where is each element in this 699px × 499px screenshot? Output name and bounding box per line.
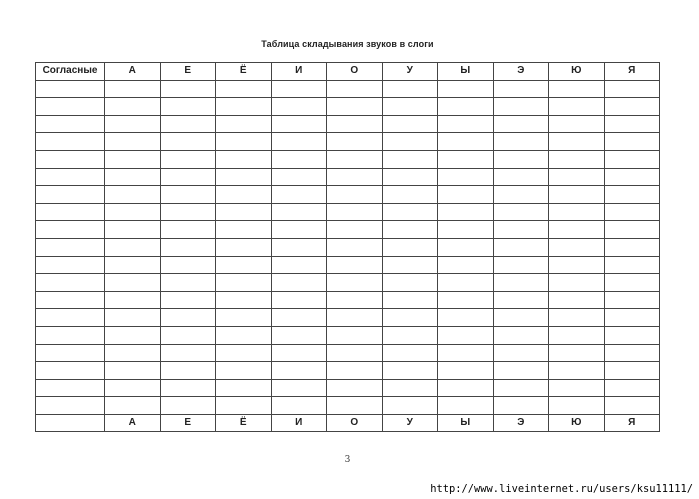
syllable-cell[interactable] [549,203,605,221]
syllable-cell[interactable] [105,309,161,327]
syllable-cell[interactable] [271,221,327,239]
syllable-cell[interactable] [216,362,272,380]
syllable-cell[interactable] [493,256,549,274]
syllable-cell[interactable] [604,256,660,274]
syllable-cell[interactable] [549,115,605,133]
syllable-cell[interactable] [216,150,272,168]
table-row [36,291,660,309]
syllable-cell[interactable] [271,115,327,133]
table-row [36,203,660,221]
syllable-cell[interactable] [271,326,327,344]
syllable-cell[interactable] [382,186,438,204]
consonant-cell[interactable] [36,326,105,344]
table-row [36,274,660,292]
syllable-cell[interactable] [438,186,494,204]
syllable-cell[interactable] [327,98,383,116]
syllable-cell[interactable] [271,379,327,397]
syllable-cell[interactable] [493,344,549,362]
syllable-cell[interactable] [327,379,383,397]
consonant-cell[interactable] [36,168,105,186]
vowel-header: Э [493,63,549,81]
syllable-cell[interactable] [271,274,327,292]
syllable-cell[interactable] [493,115,549,133]
syllable-cell[interactable] [216,344,272,362]
consonant-cell[interactable] [36,80,105,98]
consonant-cell[interactable] [36,362,105,380]
syllable-cell[interactable] [493,168,549,186]
syllable-cell[interactable] [216,115,272,133]
syllable-cell[interactable] [549,168,605,186]
syllable-cell[interactable] [105,291,161,309]
syllable-cell[interactable] [382,274,438,292]
syllable-cell[interactable] [604,238,660,256]
syllable-cell[interactable] [160,115,216,133]
syllable-cell[interactable] [549,133,605,151]
syllable-cell[interactable] [160,221,216,239]
syllable-cell[interactable] [216,186,272,204]
syllable-cell[interactable] [549,221,605,239]
syllable-cell[interactable] [438,397,494,415]
syllable-cell[interactable] [549,344,605,362]
syllable-cell[interactable] [105,150,161,168]
syllable-cell[interactable] [382,379,438,397]
consonant-cell[interactable] [36,397,105,415]
syllable-cell[interactable] [604,274,660,292]
syllable-cell[interactable] [382,309,438,327]
syllable-cell[interactable] [549,397,605,415]
vowel-footer: Е [160,414,216,432]
syllable-cell[interactable] [493,326,549,344]
syllable-cell[interactable] [604,309,660,327]
syllable-cell[interactable] [160,397,216,415]
syllable-cell[interactable] [549,256,605,274]
syllable-cell[interactable] [271,133,327,151]
vowel-footer: Э [493,414,549,432]
syllable-cell[interactable] [160,203,216,221]
syllable-cell[interactable] [327,326,383,344]
table-row [36,256,660,274]
syllable-cell[interactable] [382,362,438,380]
syllable-cell[interactable] [493,150,549,168]
syllable-cell[interactable] [438,150,494,168]
syllable-cell[interactable] [105,397,161,415]
table-body [36,80,660,414]
page-title: Таблица складывания звуков в слоги [261,39,434,49]
syllable-cell[interactable] [382,115,438,133]
syllable-cell[interactable] [604,168,660,186]
syllable-cell[interactable] [216,309,272,327]
syllable-cell[interactable] [493,362,549,380]
syllable-cell[interactable] [327,309,383,327]
consonant-cell[interactable] [36,115,105,133]
syllable-cell[interactable] [105,203,161,221]
syllable-cell[interactable] [327,291,383,309]
syllable-cell[interactable] [271,397,327,415]
table-row [36,168,660,186]
syllable-cell[interactable] [327,115,383,133]
table-row [36,150,660,168]
syllable-cell[interactable] [327,256,383,274]
syllable-cell[interactable] [382,326,438,344]
syllable-cell[interactable] [105,344,161,362]
syllable-cell[interactable] [271,203,327,221]
syllable-cell[interactable] [438,221,494,239]
syllable-cell[interactable] [160,291,216,309]
syllable-cell[interactable] [549,379,605,397]
vowel-header: Ю [549,63,605,81]
consonants-header: Согласные [36,63,105,81]
syllable-cell[interactable] [216,80,272,98]
syllable-cell[interactable] [160,133,216,151]
syllable-cell[interactable] [271,238,327,256]
consonant-cell[interactable] [36,344,105,362]
syllable-cell[interactable] [160,274,216,292]
syllable-cell[interactable] [604,98,660,116]
syllable-cell[interactable] [105,326,161,344]
vowel-footer: У [382,414,438,432]
syllable-cell[interactable] [105,168,161,186]
syllable-cell[interactable] [382,397,438,415]
page-number: 3 [344,455,351,465]
syllable-cell[interactable] [327,80,383,98]
table-row [36,344,660,362]
syllable-cell[interactable] [382,133,438,151]
consonant-cell[interactable] [36,221,105,239]
syllable-cell[interactable] [604,362,660,380]
syllable-cell[interactable] [438,344,494,362]
vowel-footer: Ё [216,414,272,432]
syllable-cell[interactable] [493,80,549,98]
syllable-cell[interactable] [382,291,438,309]
syllable-cell[interactable] [604,203,660,221]
syllable-cell[interactable] [216,256,272,274]
syllable-cell[interactable] [438,291,494,309]
consonant-cell[interactable] [36,256,105,274]
syllable-cell[interactable] [160,186,216,204]
syllable-cell[interactable] [105,379,161,397]
syllable-cell[interactable] [160,256,216,274]
syllable-cell[interactable] [604,221,660,239]
syllable-cell[interactable] [549,80,605,98]
syllable-cell[interactable] [604,150,660,168]
syllable-cell[interactable] [438,98,494,116]
syllable-cell[interactable] [604,397,660,415]
syllable-cell[interactable] [493,238,549,256]
consonant-cell[interactable] [36,98,105,116]
vowel-header: Е [160,63,216,81]
syllable-cell[interactable] [493,133,549,151]
syllable-cell[interactable] [216,133,272,151]
syllable-cell[interactable] [327,186,383,204]
vowel-footer: А [105,414,161,432]
syllable-cell[interactable] [604,291,660,309]
syllable-cell[interactable] [216,221,272,239]
syllable-cell[interactable] [549,186,605,204]
syllable-cell[interactable] [604,186,660,204]
syllable-cell[interactable] [327,168,383,186]
vowel-header: Я [604,63,660,81]
syllable-table [35,62,660,432]
syllable-cell[interactable] [604,115,660,133]
syllable-cell[interactable] [382,344,438,362]
table-row [36,133,660,151]
syllable-cell[interactable] [327,397,383,415]
syllable-cell[interactable] [271,80,327,98]
syllable-cell[interactable] [382,150,438,168]
vowel-header: О [327,63,383,81]
watermark-url: http://www.liveinternet.ru/users/ksu11111/ [430,483,693,495]
syllable-cell[interactable] [549,326,605,344]
table-row [36,98,660,116]
consonant-cell[interactable] [36,150,105,168]
table-row [36,309,660,327]
syllable-cell[interactable] [105,98,161,116]
consonant-cell[interactable] [36,309,105,327]
syllable-cell[interactable] [160,362,216,380]
syllable-cell[interactable] [327,203,383,221]
vowel-header: Ё [216,63,272,81]
syllable-cell[interactable] [216,168,272,186]
syllable-cell[interactable] [382,80,438,98]
syllable-cell[interactable] [382,256,438,274]
syllable-cell[interactable] [493,274,549,292]
syllable-cell[interactable] [327,238,383,256]
syllable-cell[interactable] [216,326,272,344]
syllable-cell[interactable] [549,98,605,116]
vowel-header: И [271,63,327,81]
consonant-cell[interactable] [36,238,105,256]
syllable-cell[interactable] [549,150,605,168]
syllable-cell[interactable] [438,274,494,292]
syllable-cell[interactable] [105,256,161,274]
vowel-header: Ы [438,63,494,81]
syllable-cell[interactable] [271,186,327,204]
consonant-cell[interactable] [36,133,105,151]
syllable-cell[interactable] [438,379,494,397]
syllable-cell[interactable] [271,168,327,186]
syllable-cell[interactable] [382,221,438,239]
consonant-cell[interactable] [36,203,105,221]
syllable-cell[interactable] [493,221,549,239]
syllable-cell[interactable] [438,133,494,151]
consonant-cell[interactable] [36,274,105,292]
syllable-cell[interactable] [105,133,161,151]
table-row [36,238,660,256]
syllable-cell[interactable] [216,98,272,116]
syllable-cell[interactable] [216,379,272,397]
syllable-cell[interactable] [438,309,494,327]
syllable-cell[interactable] [604,379,660,397]
syllable-cell[interactable] [604,344,660,362]
header-row [36,63,660,81]
syllable-cell[interactable] [327,274,383,292]
syllable-cell[interactable] [327,150,383,168]
vowel-header: У [382,63,438,81]
table-row [36,221,660,239]
syllable-cell[interactable] [438,362,494,380]
syllable-cell[interactable] [216,291,272,309]
syllable-cell[interactable] [105,362,161,380]
vowel-footer: Ы [438,414,494,432]
syllable-cell[interactable] [105,80,161,98]
syllable-cell[interactable] [105,238,161,256]
syllable-cell[interactable] [271,150,327,168]
syllable-cell[interactable] [549,309,605,327]
syllable-cell[interactable] [382,238,438,256]
syllable-cell[interactable] [216,203,272,221]
syllable-cell[interactable] [105,115,161,133]
syllable-cell[interactable] [271,309,327,327]
table-row [36,326,660,344]
footer-empty-cell [36,414,105,432]
syllable-cell[interactable] [160,344,216,362]
syllable-cell[interactable] [160,150,216,168]
syllable-cell[interactable] [493,291,549,309]
syllable-cell[interactable] [327,221,383,239]
vowel-footer: И [271,414,327,432]
syllable-cell[interactable] [493,379,549,397]
syllable-cell[interactable] [493,203,549,221]
consonant-cell[interactable] [36,379,105,397]
syllable-cell[interactable] [160,98,216,116]
syllable-cell[interactable] [438,326,494,344]
table-row [36,362,660,380]
syllable-cell[interactable] [327,344,383,362]
syllable-cell[interactable] [549,274,605,292]
consonant-cell[interactable] [36,186,105,204]
table-row [36,379,660,397]
syllable-cell[interactable] [382,203,438,221]
syllable-cell[interactable] [216,397,272,415]
syllable-cell[interactable] [438,203,494,221]
syllable-cell[interactable] [438,80,494,98]
syllable-cell[interactable] [271,344,327,362]
table-row [36,397,660,415]
syllable-cell[interactable] [438,115,494,133]
table-row [36,115,660,133]
syllable-cell[interactable] [327,362,383,380]
syllable-cell[interactable] [216,238,272,256]
syllable-cell[interactable] [493,186,549,204]
syllable-cell[interactable] [549,238,605,256]
syllable-cell[interactable] [549,291,605,309]
syllable-cell[interactable] [160,238,216,256]
syllable-cell[interactable] [493,309,549,327]
syllable-cell[interactable] [438,238,494,256]
syllable-cell[interactable] [271,291,327,309]
table-row [36,186,660,204]
vowel-footer: О [327,414,383,432]
syllable-cell[interactable] [604,326,660,344]
syllable-cell[interactable] [160,80,216,98]
syllable-cell[interactable] [327,133,383,151]
syllable-cell[interactable] [160,379,216,397]
consonant-cell[interactable] [36,291,105,309]
syllable-cell[interactable] [105,221,161,239]
syllable-cell[interactable] [493,397,549,415]
syllable-cell[interactable] [216,274,272,292]
syllable-cell[interactable] [438,256,494,274]
syllable-cell[interactable] [604,133,660,151]
syllable-cell[interactable] [105,186,161,204]
syllable-cell[interactable] [604,80,660,98]
footer-row [36,414,660,432]
syllable-cell[interactable] [160,309,216,327]
syllable-cell[interactable] [105,274,161,292]
syllable-cell[interactable] [382,168,438,186]
syllable-cell[interactable] [549,362,605,380]
vowel-footer: Ю [549,414,605,432]
syllable-cell[interactable] [160,168,216,186]
syllable-cell[interactable] [271,98,327,116]
syllable-cell[interactable] [271,362,327,380]
vowel-header: А [105,63,161,81]
syllable-cell[interactable] [382,98,438,116]
table-row [36,80,660,98]
syllable-cell[interactable] [493,98,549,116]
syllable-cell[interactable] [271,256,327,274]
syllable-cell[interactable] [160,326,216,344]
vowel-footer: Я [604,414,660,432]
syllable-cell[interactable] [438,168,494,186]
